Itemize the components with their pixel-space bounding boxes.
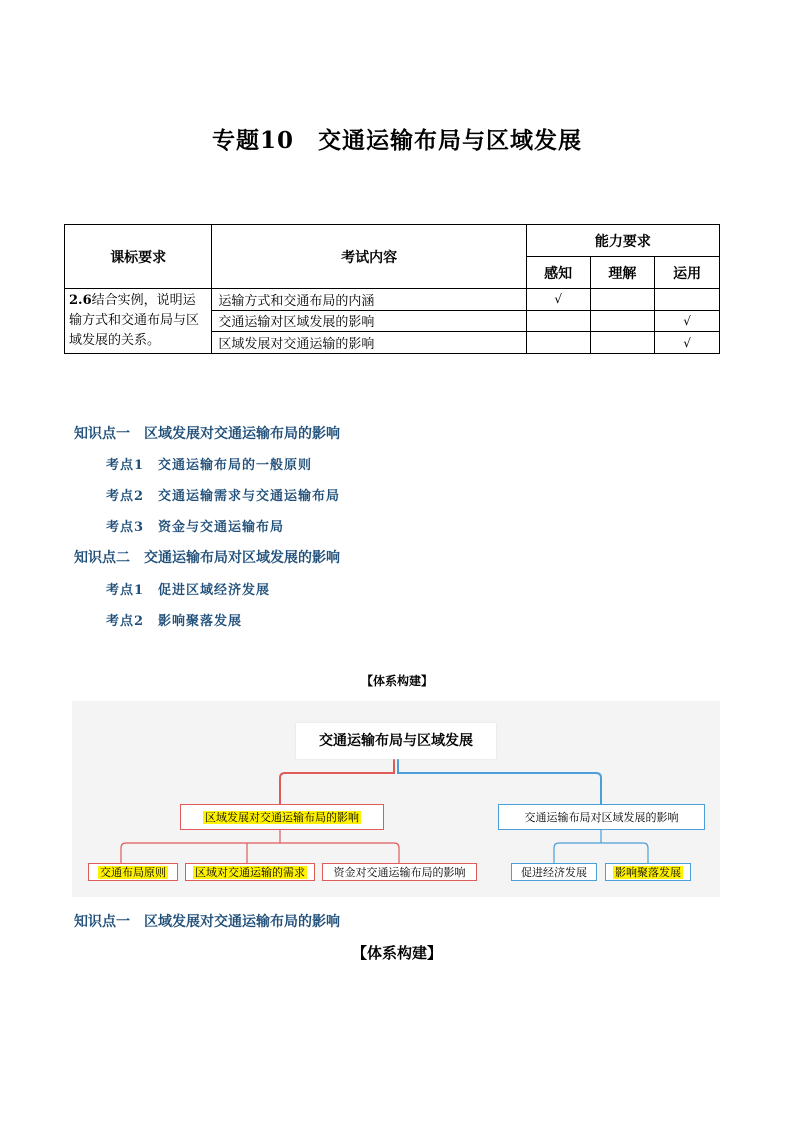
knowledge-point-1-repeat: 知识点一 区域发展对交通运输布局的影响 bbox=[74, 914, 340, 930]
mindmap-right-child-1: 促进经济发展 bbox=[511, 863, 597, 881]
exam-point-1-3: 考点3 资金与交通运输布局 bbox=[106, 520, 285, 535]
exam-point-1-2: 考点2 交通运输需求与交通运输布局 bbox=[106, 489, 341, 504]
mindmap-right-child-2 bbox=[605, 863, 691, 881]
knowledge-point-1: 知识点一 区域发展对交通运输布局的影响 bbox=[74, 426, 340, 442]
system-heading: 【体系构建】 bbox=[360, 674, 433, 688]
mark-cell bbox=[655, 289, 720, 311]
mark-cell: √ bbox=[526, 289, 590, 311]
mindmap-left-child-3: 资金对交通运输布局的影响 bbox=[322, 863, 477, 881]
page-title: 专题10 交通运输布局与区域发展 bbox=[211, 127, 582, 154]
requirements-table bbox=[64, 224, 720, 354]
left-child-1-label: 交通布局原则 bbox=[100, 865, 166, 879]
mindmap-right-branch: 交通运输布局对区域发展的影响 bbox=[498, 804, 705, 830]
standard-cell bbox=[65, 289, 212, 354]
connector-left-children bbox=[121, 830, 399, 863]
system-heading-large: 【体系构建】 bbox=[351, 944, 442, 962]
left-child-2-label: 区域对交通运输的需求 bbox=[195, 865, 305, 879]
mindmap-left-child-1 bbox=[88, 863, 178, 881]
standard-text: 结合实例，说明运输方式和交通布局与区域发展的关系。 bbox=[69, 293, 200, 348]
header-level-understand: 理解 bbox=[590, 257, 655, 289]
knowledge-point-2: 知识点二 交通运输布局对区域发展的影响 bbox=[74, 550, 340, 566]
mindmap-left-branch bbox=[180, 804, 384, 830]
left-branch-label: 区域发展对交通运输布局的影响 bbox=[205, 810, 359, 824]
mark-cell: √ bbox=[655, 332, 720, 354]
content-row-2: 交通运输对区域发展的影响 bbox=[212, 310, 526, 332]
standard-code: 2.6 bbox=[69, 293, 92, 308]
header-content: 考试内容 bbox=[212, 225, 526, 289]
connector-right-children bbox=[554, 830, 648, 863]
mark-cell bbox=[526, 310, 590, 332]
mark-cell bbox=[526, 332, 590, 354]
content-row-1: 运输方式和交通布局的内涵 bbox=[212, 289, 526, 311]
mark-cell: √ bbox=[655, 310, 720, 332]
exam-point-1-1: 考点1 交通运输布局的一般原则 bbox=[106, 458, 313, 473]
mindmap-root: 交通运输布局与区域发展 bbox=[296, 723, 496, 759]
right-child-2-label: 影响聚落发展 bbox=[615, 865, 681, 879]
mark-cell bbox=[590, 332, 655, 354]
exam-point-2-1: 考点1 促进区域经济发展 bbox=[106, 583, 271, 598]
mindmap bbox=[72, 701, 720, 897]
connector-root-right bbox=[398, 759, 601, 804]
connector-root-left bbox=[280, 759, 394, 804]
mark-cell bbox=[590, 289, 655, 311]
header-level-apply: 运用 bbox=[655, 257, 720, 289]
mindmap-left-child-2 bbox=[185, 863, 315, 881]
header-ability: 能力要求 bbox=[526, 225, 719, 257]
header-level-perceive: 感知 bbox=[526, 257, 590, 289]
header-standard: 课标要求 bbox=[65, 225, 212, 289]
mark-cell bbox=[590, 310, 655, 332]
content-row-3: 区域发展对交通运输的影响 bbox=[212, 332, 526, 354]
exam-point-2-2: 考点2 影响聚落发展 bbox=[106, 614, 243, 629]
